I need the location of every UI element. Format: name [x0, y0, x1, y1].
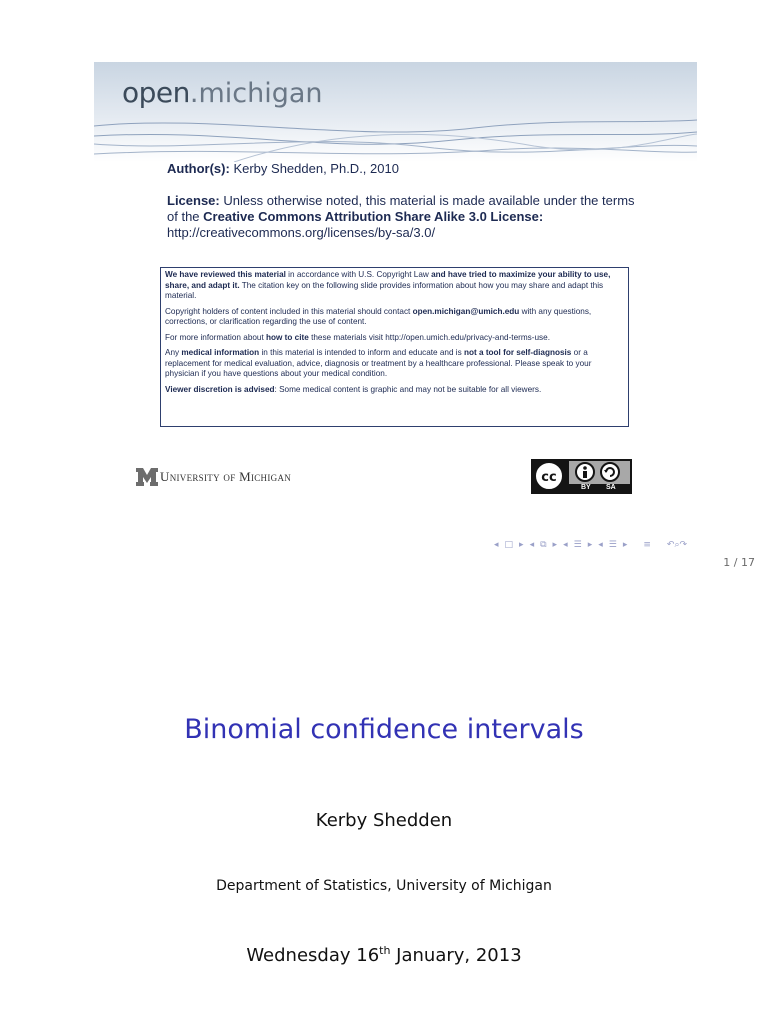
license-label: License:	[167, 193, 220, 208]
notice-paragraph-review: We have reviewed this material in accordance with U.S. Copyright Law and have tried to maximize your ability to use, share, and adapt it. The citation key on the following slide provides information about how you may share and adapt this material.	[165, 270, 611, 300]
cc-sa-label: SA	[606, 484, 616, 491]
nav-prev-frame-icon[interactable]: ◂	[494, 540, 499, 550]
license-url: http://creativecommons.org/licenses/by-sa/3.0/	[167, 225, 436, 240]
notice-paragraph-copyright: Copyright holders of content included in this material should contact open.michigan@umich.edu with any questions, corrections, or clarification regarding the use of content.	[165, 306, 592, 326]
nav-prev-section-icon[interactable]: ◂	[563, 540, 568, 550]
presentation-title: Binomial confidence intervals	[184, 714, 584, 745]
nav-next-frame-icon[interactable]: ▸	[519, 540, 524, 550]
authors-line	[167, 161, 399, 177]
open-michigan-logo: open.michigan	[122, 76, 323, 109]
nav-prev-slide-icon[interactable]: ◂	[598, 540, 603, 550]
presentation-institution: Department of Statistics, University of Michigan	[216, 878, 552, 894]
usage-notice-box	[160, 267, 629, 427]
nav-subsection-icon[interactable]: ⧉	[540, 540, 547, 550]
nav-align-icon[interactable]: ≡	[643, 540, 651, 550]
university-name: University of Michigan	[160, 469, 292, 484]
authors-label: Author(s):	[167, 161, 230, 176]
page-counter: 1 / 17	[723, 556, 755, 569]
open-michigan-banner	[94, 62, 697, 162]
nav-search-icon[interactable]: ↶⌕↷	[666, 540, 688, 550]
authors-value: Kerby Shedden, Ph.D., 2010	[233, 161, 399, 176]
cc-by-label: BY	[581, 484, 591, 491]
cc-icon: cc	[541, 470, 557, 485]
notice-paragraph-discretion: Viewer discretion is advised: Some medical content is graphic and may not be suitable for all viewers.	[165, 384, 542, 394]
nav-next-subsection-icon[interactable]: ▸	[552, 540, 558, 550]
license-name: Creative Commons Attribution Share Alike 3.0 License:	[203, 209, 544, 224]
nav-next-slide-icon[interactable]: ▸	[622, 540, 628, 550]
nav-prev-subsection-icon[interactable]: ◂	[529, 540, 535, 550]
cc-by-sa-badge[interactable]	[531, 459, 632, 494]
license-text: Unless otherwise noted, this material is made available under the terms of the	[167, 193, 635, 224]
nav-section-icon[interactable]: ☰	[573, 540, 582, 550]
university-of-michigan-logo	[135, 465, 291, 489]
nav-slide-icon[interactable]: ☰	[608, 540, 617, 550]
license-block	[167, 193, 637, 241]
presentation-author: Kerby Shedden	[315, 810, 453, 831]
nav-next-section-icon[interactable]: ▸	[587, 540, 593, 550]
nav-frame-icon[interactable]: □	[504, 540, 514, 550]
notice-paragraph-cite: For more information about how to cite these materials visit http://open.umich.edu/privacy-and-terms-use.	[165, 332, 550, 342]
presentation-date: Wednesday 16th January, 2013	[246, 944, 522, 966]
beamer-navigation-bar	[494, 540, 687, 550]
notice-paragraph-medical: Any medical information in this material is intended to inform and educate and is not a tool for self-diagnosis or a replacement for medical evaluation, advice, diagnosis or treatment by a healthcare professional. Please speak to your physician if you have questions about your medical condition.	[165, 348, 592, 378]
block-m-icon	[135, 465, 159, 489]
